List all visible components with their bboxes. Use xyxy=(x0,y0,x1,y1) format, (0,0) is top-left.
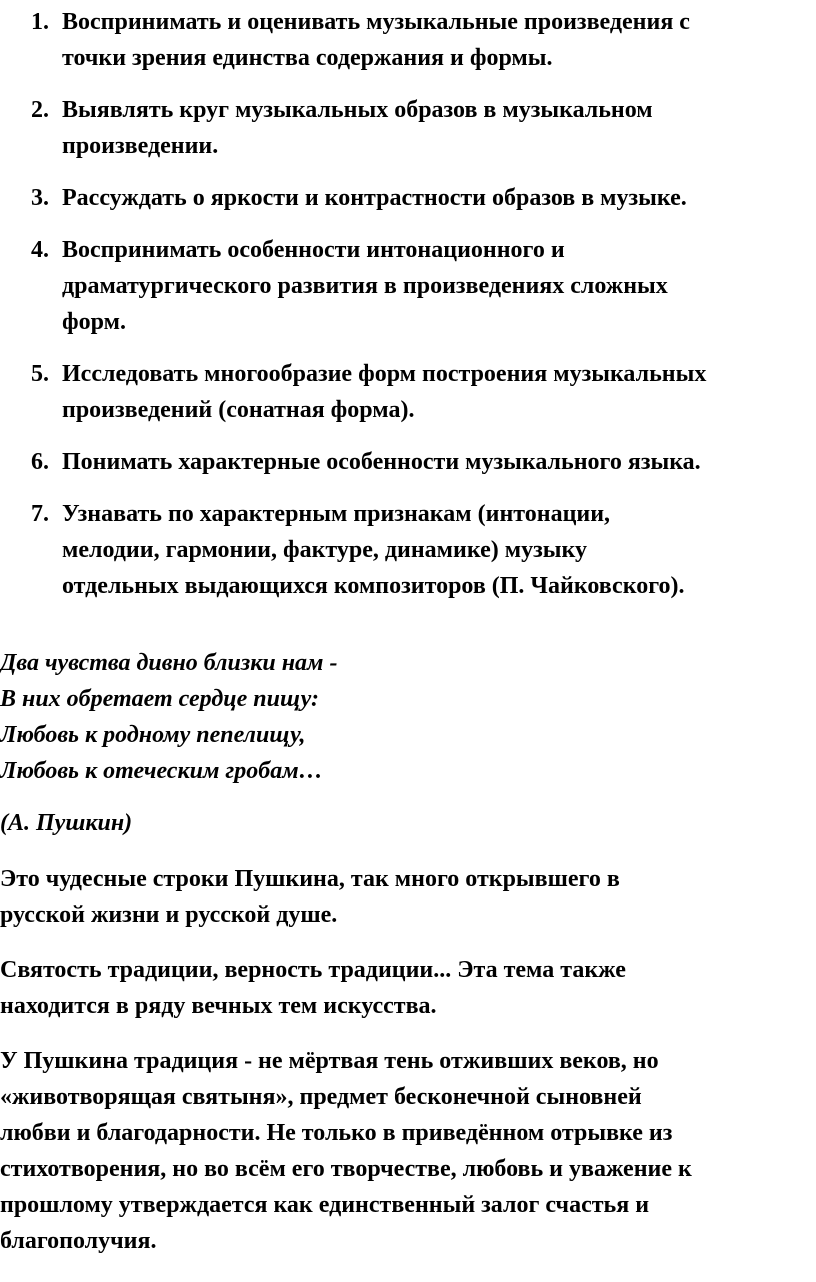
paragraph-line: находится в ряду вечных тем искусства. xyxy=(0,993,437,1019)
list-number: 4. xyxy=(31,237,49,263)
list-item xyxy=(0,356,816,428)
poem-line: Два чувства дивно близки нам - xyxy=(0,650,338,676)
poem-line: Любовь к отеческим гробам… xyxy=(0,758,323,784)
list-item xyxy=(0,92,816,164)
list-item-text: Понимать характерные особенности музыкального языка. xyxy=(62,449,701,475)
paragraph-line: стихотворения, но во всём его творчестве, любовь и уважение к xyxy=(0,1156,692,1182)
paragraph-line: Это чудесные строки Пушкина, так много открывшего в xyxy=(0,866,620,892)
list-item-text: точки зрения единства содержания и формы. xyxy=(62,45,553,71)
list-item xyxy=(0,180,816,216)
list-item-text: Воспринимать и оценивать музыкальные произведения с xyxy=(62,9,690,35)
poem-quote xyxy=(0,645,337,789)
paragraph xyxy=(0,1043,816,1259)
list-item-text: произведений (сонатная форма). xyxy=(62,397,415,423)
list-item xyxy=(0,4,816,76)
list-number: 1. xyxy=(31,9,49,35)
list-item-text: Рассуждать о яркости и контрастности образов в музыке. xyxy=(62,185,687,211)
list-item-text: форм. xyxy=(62,309,126,335)
list-item xyxy=(0,444,816,480)
paragraph xyxy=(0,952,816,1024)
list-item-text: Выявлять круг музыкальных образов в музыкальном xyxy=(62,97,653,123)
list-number: 6. xyxy=(31,449,49,475)
paragraph-line: любви и благодарности. Не только в приведённом отрывке из xyxy=(0,1120,673,1146)
poem-attribution: (А. Пушкин) xyxy=(0,810,133,836)
poem-line: Любовь к родному пепелищу, xyxy=(0,722,306,748)
paragraph-line: Святость традиции, верность традиции... Эта тема также xyxy=(0,957,626,983)
poem-line: В них обретает сердце пищу: xyxy=(0,686,319,712)
list-item-text: Узнавать по характерным признакам (интонации, xyxy=(62,501,611,527)
paragraph-line: «животворящая святыня», предмет бесконечной сыновней xyxy=(0,1084,642,1110)
paragraph-line: благополучия. xyxy=(0,1228,157,1254)
goals-list xyxy=(0,4,816,620)
paragraph xyxy=(0,861,816,933)
paragraph-line: У Пушкина традиция - не мёртвая тень отживших веков, но xyxy=(0,1048,659,1074)
list-item-text: отдельных выдающихся композиторов (П. Чайковского). xyxy=(62,573,685,599)
list-number: 2. xyxy=(31,97,49,123)
list-item-text: драматургического развития в произведениях сложных xyxy=(62,273,668,299)
paragraph-line: русской жизни и русской душе. xyxy=(0,902,338,928)
list-item-text: произведении. xyxy=(62,133,219,159)
list-item-text: мелодии, гармонии, фактуре, динамике) музыку xyxy=(62,537,587,563)
list-number: 5. xyxy=(31,361,49,387)
paragraph-line: прошлому утверждается как единственный залог счастья и xyxy=(0,1192,650,1218)
list-number: 7. xyxy=(31,501,49,527)
list-number: 3. xyxy=(31,185,49,211)
list-item xyxy=(0,496,816,604)
list-item xyxy=(0,232,816,340)
list-item-text: Воспринимать особенности интонационного и xyxy=(62,237,565,263)
list-item-text: Исследовать многообразие форм построения музыкальных xyxy=(62,361,707,387)
